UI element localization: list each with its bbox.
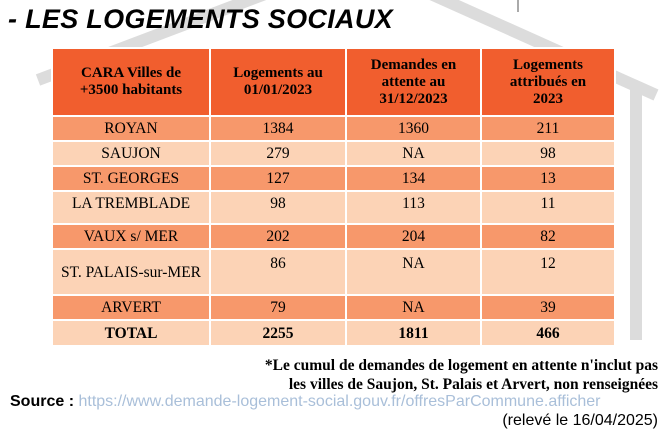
cell-logements: 127	[210, 166, 346, 191]
cell-attribues: 82	[481, 224, 615, 249]
cell-attribues: 12	[481, 249, 615, 295]
header-ville	[52, 48, 210, 116]
header-attribues-line2: attribués en	[509, 73, 587, 90]
source-label: Source :	[10, 393, 75, 410]
cell-ville: ST. GEORGES	[52, 166, 210, 191]
cell-logements: 98	[210, 191, 346, 224]
retrieval-date: (relevé le 16/04/2025)	[502, 412, 658, 429]
cell-total-attribues: 466	[481, 320, 615, 346]
cell-attribues: 13	[481, 166, 615, 191]
cell-attribues: 211	[481, 116, 615, 141]
header-ville-line1: CARA Villes de	[80, 65, 181, 81]
cell-ville: ST. PALAIS-sur-MER	[52, 249, 210, 295]
table-row-st-palais-sur-mer	[52, 249, 615, 295]
cell-logements: 79	[210, 295, 346, 320]
cell-demandes: NA	[346, 249, 481, 295]
social-housing-table	[51, 47, 616, 347]
cell-attribues: 98	[481, 141, 615, 166]
header-demandes-line1: Demandes en	[370, 56, 457, 73]
footnote	[265, 356, 658, 394]
cell-demandes: NA	[346, 141, 481, 166]
header-ville-line2: +3500 habitants	[79, 82, 183, 98]
header-demandes-line2: attente au	[381, 73, 446, 90]
cell-logements: 1384	[210, 116, 346, 141]
table-row-la-tremblade	[52, 191, 615, 224]
cell-total-demandes: 1811	[346, 320, 481, 346]
cell-ville: VAUX s/ MER	[52, 224, 210, 249]
source-link[interactable]: https://www.demande-logement-social.gouv.fr/offresParCommune.afficher	[78, 393, 601, 410]
table-row-vaux-sur-mer	[52, 224, 615, 249]
cell-demandes: NA	[346, 295, 481, 320]
table-row-st-georges	[52, 166, 615, 191]
cell-ville: ROYAN	[52, 116, 210, 141]
cell-total-label: TOTAL	[52, 320, 210, 346]
header-logements-line1: Logements au	[233, 65, 323, 81]
cell-demandes: 204	[346, 224, 481, 249]
footnote-line1: *Le cumul de demandes de logement en attente n'inclut pas	[264, 357, 658, 374]
header-attribues	[481, 48, 615, 116]
cell-attribues: 39	[481, 295, 615, 320]
cell-attribues: 11	[481, 191, 615, 224]
cell-ville: SAUJON	[52, 141, 210, 166]
source-line	[10, 393, 601, 411]
header-demandes	[346, 48, 481, 116]
header-logements	[210, 48, 346, 116]
table-header-row	[52, 48, 615, 116]
table-row-royan	[52, 116, 615, 141]
cell-ville: LA TREMBLADE	[52, 191, 210, 224]
cell-logements: 202	[210, 224, 346, 249]
table-row-saujon	[52, 141, 615, 166]
header-attribues-line3: 2023	[533, 90, 563, 107]
cell-demandes: 1360	[346, 116, 481, 141]
social-housing-table-container	[51, 47, 614, 347]
table-row-total	[52, 320, 615, 346]
cell-ville: ARVERT	[52, 295, 210, 320]
footnote-line2: les villes de Saujon, St. Palais et Arvert, non renseignées	[288, 376, 658, 393]
cell-logements: 86	[210, 249, 346, 295]
header-attribues-line1: Logements	[513, 56, 583, 73]
header-logements-line2: 01/01/2023	[243, 82, 313, 98]
header-demandes-line3: 31/12/2023	[379, 90, 448, 107]
table-row-arvert	[52, 295, 615, 320]
page-title: - LES LOGEMENTS SOCIAUX	[8, 4, 393, 34]
cell-demandes: 113	[346, 191, 481, 224]
cell-total-logements: 2255	[210, 320, 346, 346]
cell-demandes: 134	[346, 166, 481, 191]
cell-logements: 279	[210, 141, 346, 166]
